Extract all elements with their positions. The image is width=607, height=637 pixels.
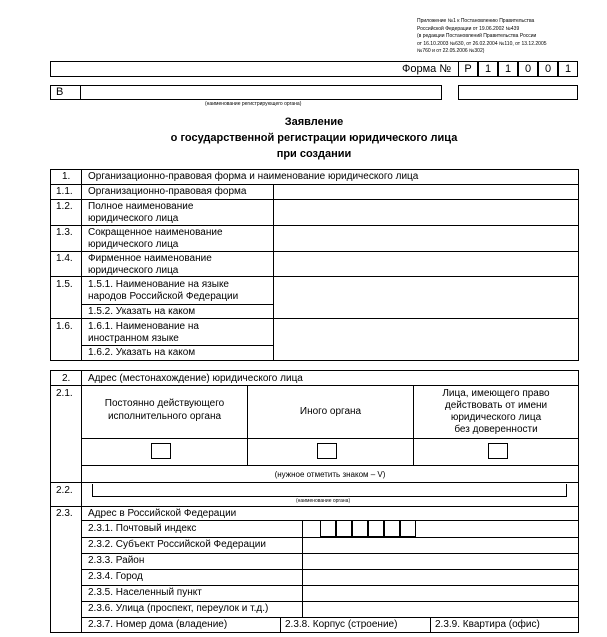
- row-number: 2.2.: [56, 485, 73, 496]
- legal-note-line: №760 и от 22.05.2006 №302): [417, 48, 485, 54]
- district-label: 2.3.3. Район: [88, 555, 145, 566]
- authorized-person-label-4: без доверенности: [454, 424, 538, 435]
- row-number: 1.4.: [56, 253, 73, 264]
- foreign-language-which-label: 1.6.2. Указать на каком: [88, 347, 196, 358]
- postal-code-cell[interactable]: [384, 520, 400, 537]
- authorized-person-label-3: юридического лица: [450, 412, 542, 423]
- national-language-which-label: 1.5.2. Указать на каком: [88, 306, 196, 317]
- row-number: 2.3.: [56, 508, 73, 519]
- russian-address-title: Адрес в Российской Федерации: [88, 508, 237, 519]
- form-code-cell: Р: [458, 61, 478, 77]
- authority-field[interactable]: [50, 85, 442, 100]
- authority-prefix: В: [56, 86, 64, 98]
- section-1-number: 1.: [62, 171, 71, 182]
- legal-note-line: от 16.10.2003 №630, от 26.02.2004 №110, от 13.12.2005: [417, 40, 547, 47]
- postal-code-cell[interactable]: [400, 520, 416, 537]
- legal-note-line: (в редакции Постановлений Правительства России: [417, 33, 537, 39]
- row-number: 1.6.: [56, 321, 73, 332]
- postal-code-label: 2.3.1. Почтовый индекс: [88, 523, 197, 534]
- foreign-language-name-label: 1.6.1. Наименование на: [88, 321, 199, 332]
- document-subtitle-2: при создании: [276, 148, 352, 160]
- body-name-caption: (наименование органа): [296, 498, 351, 504]
- full-name-label: Полное наименование: [88, 201, 194, 212]
- authority-caption: (наименование регистрирующего органа): [205, 101, 302, 107]
- full-name-label-2: юридического лица: [88, 213, 179, 224]
- apartment-label: 2.3.9. Квартира (офис): [435, 619, 540, 630]
- section-2-title: Адрес (местонахождение) юридического лица: [88, 373, 303, 384]
- form-code-cell: 1: [478, 61, 498, 77]
- document-subtitle: о государственной регистрации юридического лица: [170, 132, 458, 144]
- brand-name-label-2: юридического лица: [88, 265, 179, 276]
- row-number: 2.1.: [56, 388, 73, 399]
- national-language-name-label: 1.5.1. Наименование на языке: [88, 279, 229, 290]
- row-number: 1.3.: [56, 227, 73, 238]
- house-number-label: 2.3.7. Номер дома (владение): [88, 619, 228, 630]
- other-body-checkbox[interactable]: [317, 443, 337, 459]
- executive-body-checkbox[interactable]: [151, 443, 171, 459]
- short-name-label: Сокращенное наименование: [88, 227, 223, 238]
- legal-note-line: Российской Федерации от 19.06.2002 №439: [417, 25, 520, 32]
- row-number: 1.2.: [56, 201, 73, 212]
- short-name-label-2: юридического лица: [88, 239, 179, 250]
- other-body-label: Иного органа: [299, 406, 362, 417]
- row-number: 1.1.: [56, 186, 73, 197]
- city-label: 2.3.4. Город: [88, 571, 143, 582]
- authority-divider: [80, 85, 81, 100]
- executive-body-label: Постоянно действующего: [104, 398, 225, 409]
- legal-note-line: Приложение №1 к Постановлению Правительства: [417, 18, 535, 24]
- brand-name-label: Фирменное наименование: [88, 253, 212, 264]
- foreign-language-name-label-2: иностранном языке: [88, 333, 179, 344]
- form-code-cell: 0: [538, 61, 558, 77]
- street-label: 2.3.6. Улица (проспект, переулок и т.д.): [88, 603, 269, 614]
- form-code-cell: 0: [518, 61, 538, 77]
- authorized-person-label: Лица, имеющего право: [442, 388, 550, 399]
- authorized-person-checkbox[interactable]: [488, 443, 508, 459]
- settlement-label: 2.3.5. Населенный пункт: [88, 587, 202, 598]
- section-1-title: Организационно-правовая форма и наименование юридического лица: [88, 171, 419, 182]
- registration-number-box[interactable]: [458, 85, 578, 100]
- legal-form-label: Организационно-правовая форма: [88, 186, 247, 197]
- national-language-name-label-2: народов Российской Федерации: [88, 291, 239, 302]
- postal-code-cell[interactable]: [320, 520, 336, 537]
- form-number-label: Форма №: [402, 63, 452, 75]
- postal-code-cell[interactable]: [336, 520, 352, 537]
- region-label: 2.3.2. Субъект Российской Федерации: [88, 539, 266, 550]
- building-label: 2.3.8. Корпус (строение): [285, 619, 398, 630]
- legal-note: [417, 18, 602, 56]
- body-name-input[interactable]: [93, 484, 566, 496]
- check-note: (нужное отметить знаком – V): [274, 470, 386, 479]
- section-2-number: 2.: [62, 373, 71, 384]
- authorized-person-label-2: действовать от имени: [444, 400, 548, 411]
- form-code-cell: 1: [498, 61, 518, 77]
- row-number: 1.5.: [56, 279, 73, 290]
- postal-code-cell[interactable]: [352, 520, 368, 537]
- postal-code-cell[interactable]: [368, 520, 384, 537]
- form-code-cell: 1: [558, 61, 578, 77]
- document-title: Заявление: [284, 116, 344, 128]
- executive-body-label-2: исполнительного органа: [107, 411, 222, 422]
